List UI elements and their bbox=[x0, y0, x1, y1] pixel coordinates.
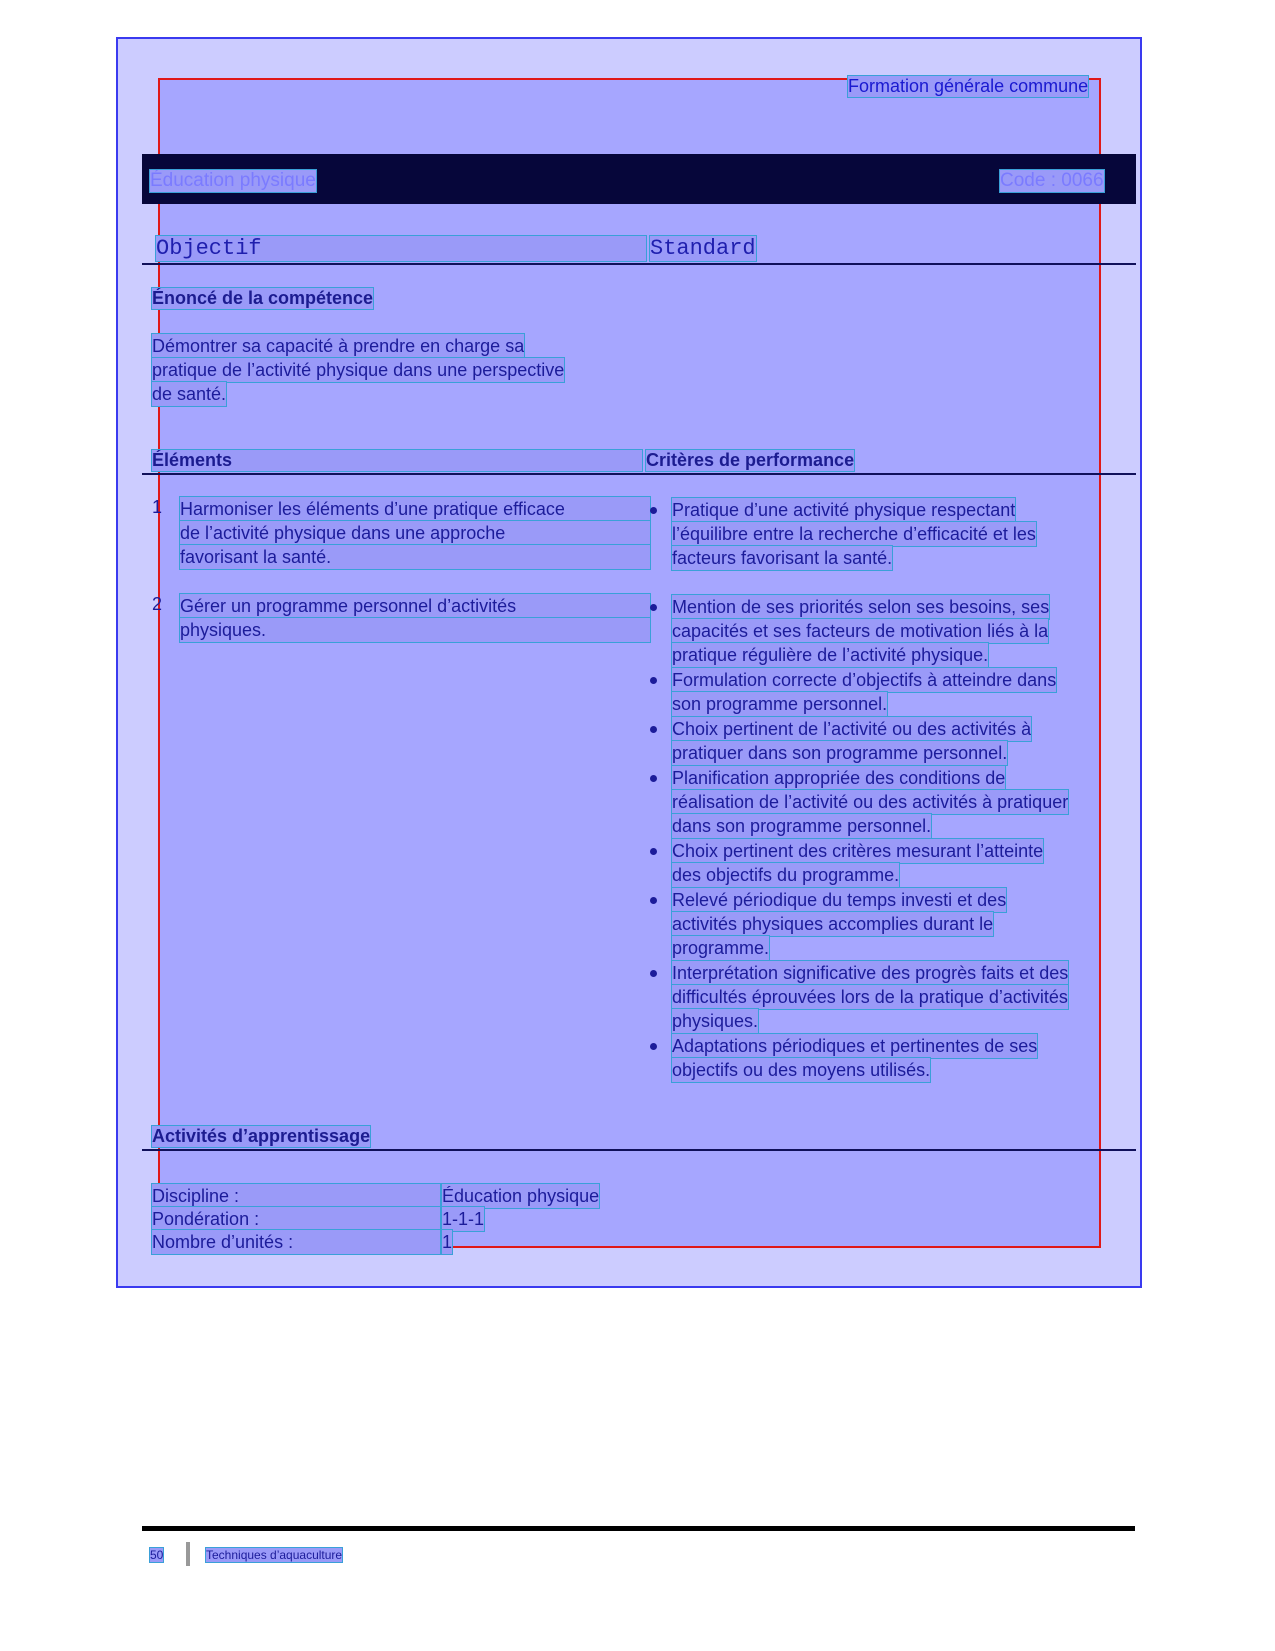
criteria-heading: Critères de performance bbox=[646, 450, 855, 470]
divider bbox=[142, 263, 1136, 265]
footer-rule bbox=[142, 1526, 1135, 1531]
competence-line: pratique de l’activité physique dans une perspective bbox=[152, 360, 565, 380]
competence-heading: Énoncé de la compétence bbox=[152, 288, 374, 308]
criterion-line: dans son programme personnel. bbox=[672, 816, 932, 836]
element-number: 2 bbox=[152, 594, 163, 614]
criterion-line: Planification appropriée des conditions de bbox=[672, 768, 1006, 788]
bullet-icon bbox=[650, 677, 657, 684]
criterion-line: difficultés éprouvées lors de la pratique d’activités bbox=[672, 987, 1068, 1007]
footer-program: Techniques d’aquaculture bbox=[206, 1548, 343, 1562]
criterion-line: l’équilibre entre la recherche d’efficacité et les bbox=[672, 524, 1036, 544]
criterion-line: réalisation de l’activité ou des activités à pratiquer bbox=[672, 792, 1069, 812]
criterion-line: des objectifs du programme. bbox=[672, 865, 900, 885]
criterion-line: son programme personnel. bbox=[672, 694, 888, 714]
criterion-line: activités physiques accomplies durant le bbox=[672, 914, 994, 934]
program-label: Formation générale commune bbox=[848, 76, 1089, 96]
activities-heading: Activités d’apprentissage bbox=[152, 1126, 371, 1146]
criterion-line: Choix pertinent des critères mesurant l’atteinte bbox=[672, 841, 1044, 861]
bullet-icon bbox=[650, 970, 657, 977]
bullet-icon bbox=[650, 604, 657, 611]
activity-label: Nombre d’unités : bbox=[152, 1230, 440, 1254]
activity-value: Éducation physique bbox=[442, 1186, 600, 1206]
bullet-icon bbox=[650, 1043, 657, 1050]
objective-heading: Objectif bbox=[156, 236, 646, 261]
standard-heading: Standard bbox=[650, 236, 756, 261]
criterion-line: Relevé périodique du temps investi et des bbox=[672, 890, 1007, 910]
criterion-line: Interprétation significative des progrès faits et des bbox=[672, 963, 1069, 983]
element-line: Gérer un programme personnel d’activités bbox=[180, 594, 650, 618]
divider bbox=[142, 473, 1136, 475]
activity-value: 1-1-1 bbox=[442, 1209, 485, 1229]
bullet-icon bbox=[650, 507, 657, 514]
criterion-line: objectifs ou des moyens utilisés. bbox=[672, 1060, 931, 1080]
criterion-line: Mention de ses priorités selon ses besoins, ses bbox=[672, 597, 1050, 617]
criterion-line: programme. bbox=[672, 938, 770, 958]
footer-separator bbox=[186, 1542, 190, 1566]
bullet-icon bbox=[650, 848, 657, 855]
criterion-line: Pratique d’une activité physique respectant bbox=[672, 500, 1016, 520]
competence-line: de santé. bbox=[152, 384, 227, 404]
activity-value: 1 bbox=[442, 1232, 453, 1252]
criterion-line: capacités et ses facteurs de motivation liés à la bbox=[672, 621, 1049, 641]
activity-label: Pondération : bbox=[152, 1207, 440, 1231]
elements-heading: Éléments bbox=[152, 450, 642, 471]
element-line: physiques. bbox=[180, 618, 650, 642]
criterion-line: Adaptations périodiques et pertinentes de ses bbox=[672, 1036, 1038, 1056]
bullet-icon bbox=[650, 726, 657, 733]
criterion-line: physiques. bbox=[672, 1011, 759, 1031]
criterion-line: Formulation correcte d’objectifs à atteindre dans bbox=[672, 670, 1057, 690]
competence-line: Démontrer sa capacité à prendre en charge sa bbox=[152, 336, 525, 356]
divider bbox=[142, 1149, 1136, 1151]
criterion-line: pratique régulière de l’activité physique. bbox=[672, 645, 989, 665]
activity-label: Discipline : bbox=[152, 1184, 440, 1208]
course-code: Code : 0066 bbox=[1000, 170, 1104, 191]
course-title: Éducation physique bbox=[150, 170, 316, 191]
bullet-icon bbox=[650, 897, 657, 904]
element-line: de l’activité physique dans une approche bbox=[180, 521, 650, 545]
element-line: Harmoniser les éléments d’une pratique efficace bbox=[180, 497, 650, 521]
element-line: favorisant la santé. bbox=[180, 545, 650, 569]
criterion-line: pratiquer dans son programme personnel. bbox=[672, 743, 1008, 763]
criterion-line: Choix pertinent de l’activité ou des activités à bbox=[672, 719, 1032, 739]
page-number: 50 bbox=[150, 1548, 164, 1562]
element-number: 1 bbox=[152, 497, 163, 517]
criterion-line: facteurs favorisant la santé. bbox=[672, 548, 893, 568]
bullet-icon bbox=[650, 775, 657, 782]
